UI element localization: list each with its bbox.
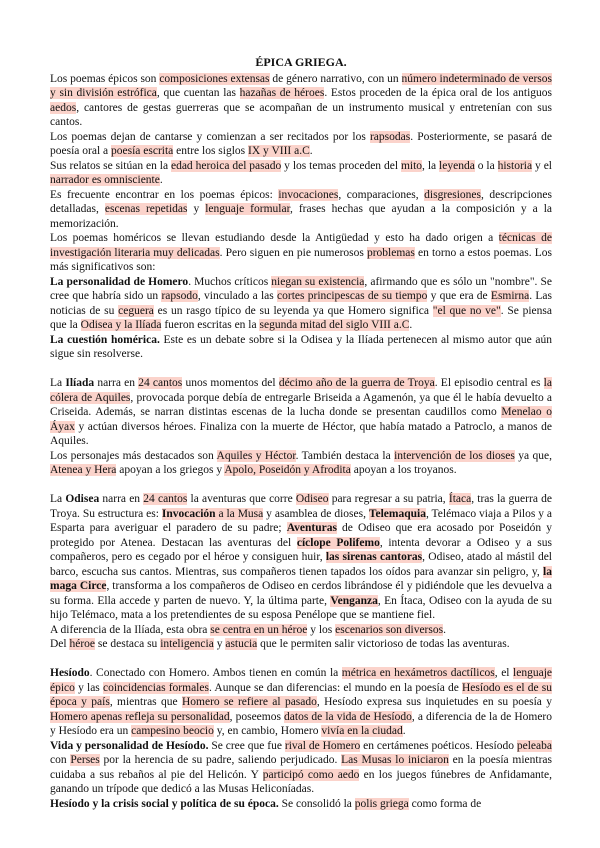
bold-text: Ilíada [65,377,95,389]
highlighted-text: la maga Circe [50,565,552,592]
highlighted-text: Aquiles y Héctor [216,449,296,462]
paragraph-problemas [50,231,552,275]
text-run: y asamblea de dioses, [263,507,369,520]
text-run: apoyan a los troyanos. [350,464,457,476]
paragraph-hesiodo-vida [50,739,552,797]
text-run: . [409,319,413,331]
paragraph-homero [50,275,552,333]
text-run: narra en [94,377,139,389]
text-run: . Pero siguen en pie numerosos [219,246,367,259]
highlighted-text: coincidencias formales [102,681,209,694]
text-run: . Las noticias de su [50,290,552,317]
text-run: La [50,377,66,389]
bold-text: Hesíodo y la crisis social y política de su época. [50,797,279,810]
text-run: Este es un debate sobre si la Odisea y la Ilíada pertenecen al mismo autor que aún sigue sin resolverse. [50,333,553,360]
text-run: . Muchos críticos [188,275,272,288]
text-run: fueron escritas en la [161,319,260,331]
text-run: . Posteriormente, se pasará de poesía oral a [50,130,552,157]
text-run: narra en [99,493,144,505]
highlighted-text: lenguaje formular [205,203,290,215]
highlighted-text: narrador es omnisciente [50,174,160,186]
text-run: Los personajes más destacados son [50,449,217,462]
bold-text: La personalidad de Homero [50,275,189,288]
text-run: . Aunque se dan diferencias: el mundo en la poesía de [208,681,462,694]
highlighted-text: Odiseo [295,493,329,505]
text-run: Los poemas homéricos se llevan estudiando desde la Antigüedad y esto ha dado origen a [50,232,499,244]
highlighted-text: 24 cantos [138,377,183,389]
spacer [50,652,552,667]
spacer [50,478,552,493]
text-run: con [50,754,71,766]
text-run: . Se piensa que la [50,304,552,331]
highlighted-text: Apolo, Poseidón y Afrodita [224,464,351,476]
highlighted-text: se centra en un héroe [210,623,308,636]
highlighted-text: poesía escrita [111,145,174,157]
text-run: como forma de [408,797,482,810]
text-run: ya que, [514,449,553,462]
highlighted-text: peleaba [516,739,552,752]
highlighted-text: aedos [50,101,77,114]
highlighted-text: niegan su existencia [271,275,365,288]
highlighted-text: lenguaje épico [50,667,552,694]
text-run: y las [74,681,103,694]
text-run: , Hesíodo expresa sus inquietudes en su poesía y [316,696,552,708]
paragraph-rapsodas [50,130,552,159]
highlighted-text: Homero se refiere al pasado [181,696,317,708]
text-run: , descripciones detalladas, [50,188,553,215]
text-run: , Odiseo, atado al mástil del barco, escucha sus cantos. Mientras, sus compañeros tienen tapados los oídos para avanzar sin peligro, y, [50,551,553,578]
paragraph-recursos [50,188,552,232]
text-run: en certámenes poéticos. Hesíodo [360,739,517,752]
text-run: o la [474,159,498,172]
highlighted-text: rapsodas [369,130,411,143]
highlighted-text: "el que no ve" [432,304,501,317]
text-run: para regresar a su patria, [328,493,449,505]
highlighted-text: edad heroica del pasado [170,159,282,172]
highlighted-text: historia [497,159,533,172]
paragraph-odisea-heroe [50,637,552,652]
text-run: y actúan diversos héroes. Finaliza con la muerte de Héctor, que había matado a Patroclo, a manos de Aquiles. [50,420,552,447]
paragraph-hesiodo [50,666,552,739]
highlighted-text: la cólera de Aquiles [50,377,552,404]
text-run: Se cree que fue [208,739,285,752]
highlighted-text: héroe [69,638,96,650]
text-run: , a diferencia de la de Homero y Hesíodo era un [50,710,552,737]
paragraph-iliada-personajes [50,449,552,478]
highlighted-text: disgresiones [424,188,482,201]
highlighted-text: mito [400,159,423,172]
text-run: , cantores de gestas guerreras que se acompañan de un instrumento musical y entretenían con sus cantos. [50,101,552,128]
text-run: . También destaca la [295,449,395,462]
highlighted-text: hazañas de héroes [239,87,325,99]
highlighted-text: polis griega [354,797,409,810]
highlighted-text: escenarios son diversos [335,623,444,636]
text-run: , afirmando que es sólo un "nombre". Se cree que habría sido un [50,275,553,302]
highlighted-text: astucia [225,638,258,650]
text-run: , vinculado a las [197,290,278,302]
highlighted-text: 24 cantos [143,493,188,505]
text-run: Se consolidó la [278,797,355,810]
text-run: y el [532,159,552,172]
text-run: en torno a estos poemas. Los más significativos son: [50,246,552,273]
text-run: Sus relatos se sitúan en la [50,159,171,172]
text-run: se destaca su [95,638,161,650]
text-run: , que cuentan las [156,87,240,99]
text-run: . [159,174,163,186]
highlighted-text: ceguera [118,304,154,317]
text-run: , intenta devorar a Odiseo y a sus compañeros, pero es cegado por el héroe y consiguen huir, [50,536,552,563]
paragraph-intro [50,72,552,130]
text-run: , el [494,667,514,679]
highlighted-text: Hesíodo es el de su época y país [50,681,552,708]
text-run: Es frecuente encontrar en los poemas épicos: [50,188,279,201]
highlighted-text: Odisea y la Ilíada [80,319,162,331]
paragraph-iliada [50,376,552,449]
text-run: en la poesía mientras cuidaba a sus rebaños al pie del Helicón. Y [50,754,553,781]
text-run: y los [307,623,336,636]
highlighted-text: invocaciones [278,188,339,201]
bold-text: Hesíodo [50,667,90,679]
highlighted-text: escenas repetidas [104,203,188,215]
text-run: y [213,638,226,650]
text-run: A diferencia de la Ilíada, esta obra [50,623,211,636]
highlighted-text: a la Musa [215,507,264,520]
highlighted-text: datos de la vida de Hesíodo [284,710,412,723]
text-run: , frases hechas que ayudan a la composición y a la memorización. [50,203,553,230]
highlighted-text: cíclope Polifemo [296,536,380,549]
text-run: , Telémaco viaja a Pilos y a Esparta para averiguar el paradero de su padre; [50,507,552,534]
highlighted-text: inteligencia [160,638,214,650]
highlighted-text: segunda mitad del siglo VIII a.C [259,319,410,331]
text-run: . [309,145,313,157]
spacer [50,362,552,377]
text-run: y los temas proceden del [281,159,401,172]
highlighted-text: rapsodo [161,290,198,302]
text-run: de Odiseo que era acosado por Poseidón y protegido por Atenea. Destacan las aventuras del [50,522,552,549]
text-run: , En Ítaca, Odiseo con la ayuda de su hijo Telémaco, mata a los pretendientes de su esposa Penélope que se mantiene fiel. [50,594,552,621]
highlighted-text: Invocación [161,507,216,520]
text-run: y que era de [427,290,491,302]
text-run: . Estos proceden de la épica oral de los antiguos [324,87,552,99]
text-run: y [187,203,206,215]
highlighted-text: métrica en hexámetros dactílicos [341,667,495,679]
text-run: Del [50,638,70,650]
text-run: en los juegos fúnebres de Anfidamante, ganando un trípode que dedicó a las Musas Heliconíadas. [50,768,552,795]
text-run: . [443,623,446,636]
highlighted-text: Telemaquia [368,507,426,520]
text-run: entre los siglos [173,145,249,157]
bold-text: La cuestión homérica. [50,333,160,346]
paragraph-cuestion-homerica [50,333,552,362]
highlighted-text: número indeterminado de versos y sin división estrófica [50,72,552,99]
text-run: y, en cambio, Homero [213,725,322,737]
highlighted-text: campesino beocio [131,725,214,737]
paragraph-odisea-diferencia [50,623,552,638]
text-run: que le permiten salir victorioso de todas las aventuras. [257,638,510,650]
highlighted-text: Las Musas lo iniciaron [341,754,449,766]
bold-text: Odisea [65,493,100,505]
text-run: , comparaciones, [338,188,425,201]
highlighted-text: cortes principescas de su tiempo [277,290,428,302]
text-run: . [402,725,406,737]
highlighted-text: participó como aedo [262,768,360,781]
text-run: , mientras que [109,696,182,708]
text-run: , la [422,159,440,172]
bold-text: Vida y personalidad de Hesíodo. [50,739,209,752]
text-run: , tras la guerra de Troya. Su estructura es: [50,493,552,520]
text-run: , poseemos [229,710,285,723]
text-run: La [50,493,66,505]
highlighted-text: intervención de los dioses [394,449,515,462]
highlighted-text: Homero apenas refleja su personalidad [50,710,230,723]
text-run: Los poemas dejan de cantarse y comienzan a ser recitados por los [50,130,370,143]
highlighted-text: problemas [366,246,415,259]
highlighted-text: vivía en la ciudad [321,725,403,737]
text-run: . Conectado con Homero. Ambos tienen en común la [89,667,342,679]
highlighted-text: las sirenas cantoras [325,551,423,563]
text-run: . El episodio central es [434,377,544,389]
text-run: por la herencia de su padre, saliendo perjudicado. [99,754,342,766]
paragraph-hesiodo-crisis [50,797,552,812]
highlighted-text: décimo año de la guerra de Troya [278,377,435,389]
highlighted-text: Perses [70,754,100,766]
text-run: unos momentos del [182,377,279,389]
highlighted-text: leyenda [439,159,475,172]
highlighted-text: Menelao o Áyax [50,406,552,433]
highlighted-text: Aventuras [286,522,337,534]
text-run: Los poemas épicos son [50,72,160,85]
text-run: de género narrativo, con un [269,72,402,85]
paragraph-relatos [50,159,552,188]
highlighted-text: composiciones extensas [159,72,270,85]
text-run: , transforma a los compañeros de Odiseo en cerdos librándose él y pidiéndole que les devuelva a su forma. Ella accede y parten de nuevo. Y, la última parte, [50,580,552,607]
page-title: ÉPICA GRIEGA. [255,55,347,69]
text-run: apoyan a los griegos y [116,464,225,476]
paragraph-odisea [50,492,552,623]
highlighted-text: Esmirna [490,290,530,302]
highlighted-text: Ítaca [448,493,472,505]
highlighted-text: IX y VIII a.C [248,145,310,157]
highlighted-text: técnicas de investigación literaria muy delicadas [50,232,552,259]
text-run: la aventuras que corre [187,493,296,505]
text-run: es un rasgo típico de su leyenda ya que Homero significa [153,304,433,317]
text-run: , provocada porque debía de entregarle Briseida a Agamenón, ya que él le había devuelto a Criseida. Además, se narran distintas escenas de la lucha donde se presentan caudillos como [50,391,552,418]
highlighted-text: Venganza [330,594,378,607]
highlighted-text: rival de Homero [284,739,361,752]
highlighted-text: Atenea y Hera [50,464,117,476]
